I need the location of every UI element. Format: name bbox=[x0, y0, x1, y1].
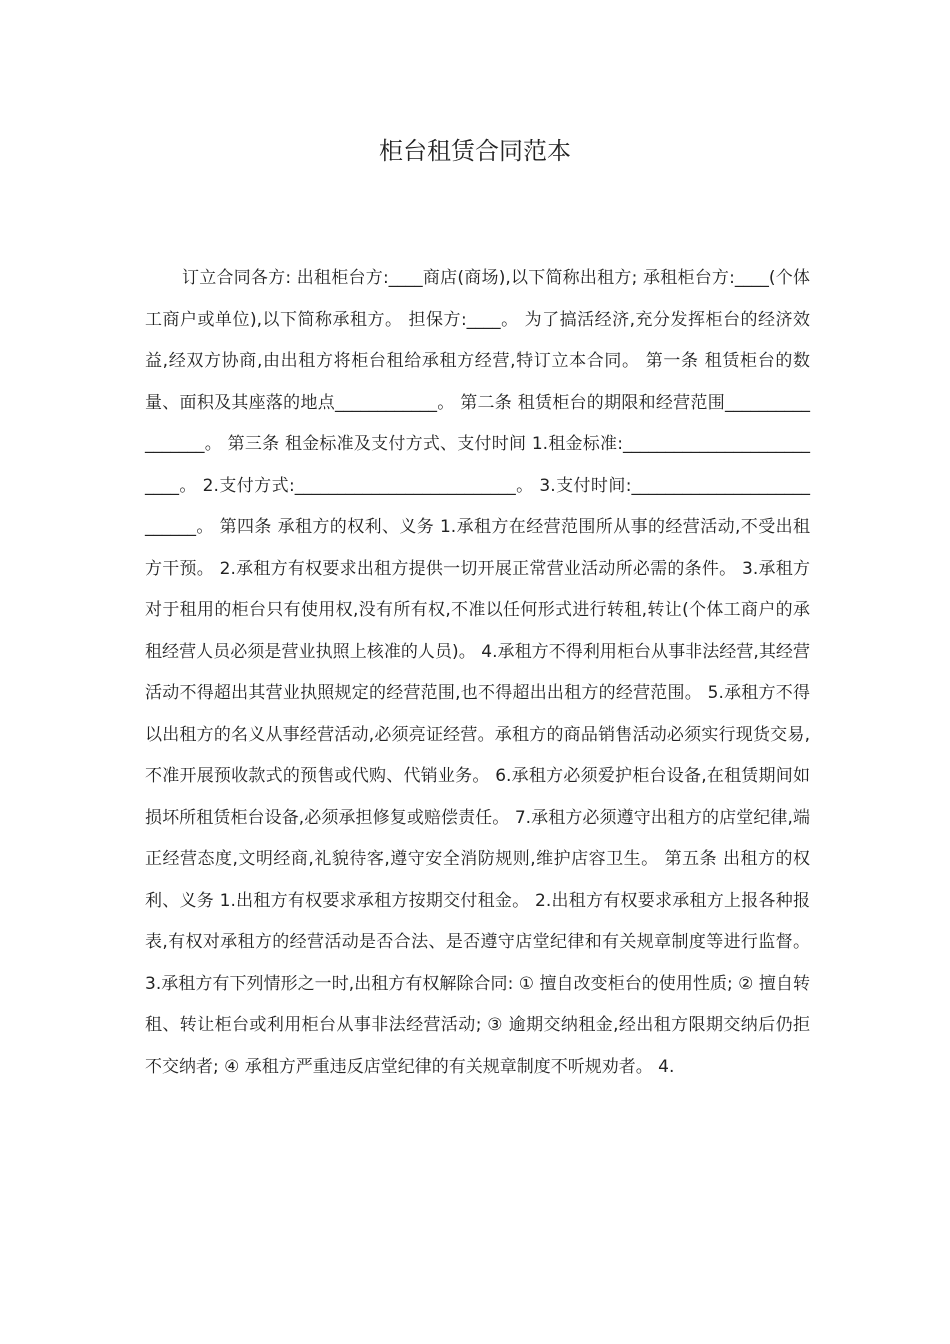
document-title: 柜台租赁合同范本 bbox=[379, 137, 571, 165]
contract-body-text: 订立合同各方: 出租柜台方:____商店(商场),以下简称出租方; 承租柜台方:____(个体工商户或单位),以下简称承租方。 担保方:____。 为了搞活经济,充分发挥柜台的经济效益,经双方协商,由出租方将柜台租给承租方经营,特订立本合同。 第一条 租赁柜台的数量、面积及其座落的地点____________。 第二条 租赁柜台的期限和经营范围_________________。 第三条 租金标准及支付方式、支付时间 1.租金标准:__________________________。 2.支付方式:__________________________。 3.支付时间:___________________________。 第四条 承租方的权利、义务 1.承租方在经营范围所从事的经营活动,不受出租方干预。 2.承租方有权要求出租方提供一切开展正常营业活动所必需的条件。 3.承租方对于租用的柜台只有使用权,没有所有权,不准以任何形式进行转租,转让(个体工商户的承租经营人员必须是营业执照上核准的人员)。 4.承租方不得利用柜台从事非法经营,其经营活动不得超出其营业执照规定的经营范围,也不得超出出租方的经营范围。 5.承租方不得以出租方的名义从事经营活动,必须亮证经营。承租方的商品销售活动必须实行现货交易,不准开展预收款式的预售或代购、代销业务。 6.承租方必须爱护柜台设备,在租赁期间如损坏所租赁柜台设备,必须承担修复或赔偿责任。 7.承租方必须遵守出租方的店堂纪律,端正经营态度,文明经商,礼貌待客,遵守安全消防规则,维护店容卫生。 第五条 出租方的权利、义务 1.出租方有权要求承租方按期交付租金。 2.出租方有权要求承租方上报各种报表,有权对承租方的经营活动是否合法、是否遵守店堂纪律和有关规章制度等进行监督。 3.承租方有下列情形之一时,出租方有权解除合同: ① 擅自改变柜台的使用性质; ② 擅自转租、转让柜台或利用柜台从事非法经营活动; ③ 逾期交纳租金,经出租方限期交纳后仍拒不交纳者; ④ 承租方严重违反店堂纪律的有关规章制度不听规劝者。 4. bbox=[145, 268, 810, 1077]
